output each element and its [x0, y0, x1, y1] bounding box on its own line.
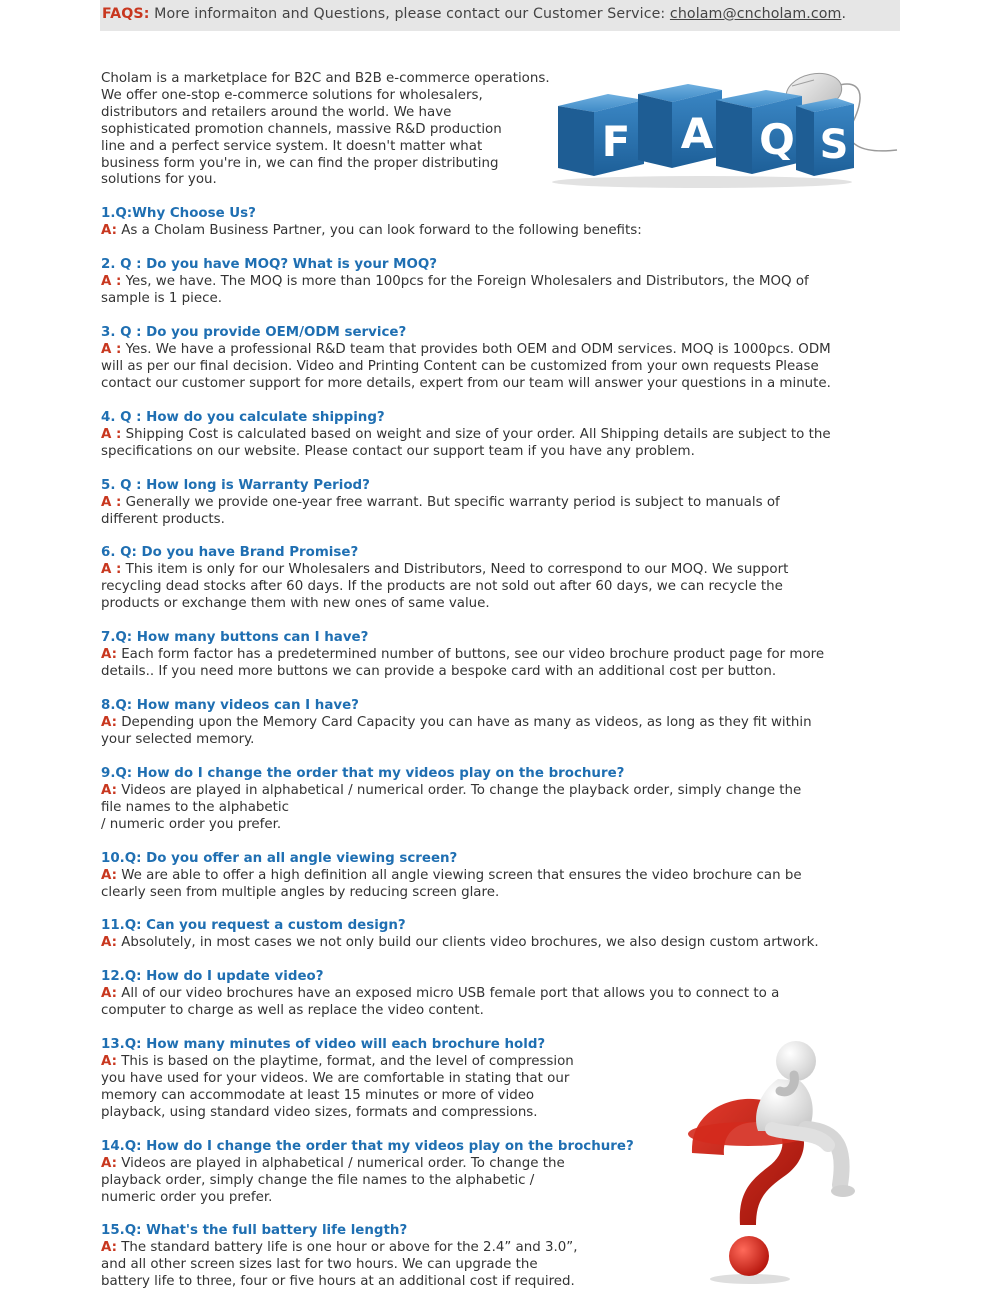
- customer-service-email-link[interactable]: cholam@cncholam.com: [669, 6, 842, 22]
- answer-line: The standard battery life is one hour or above for the 2.4” and 3.0”,: [116, 1239, 578, 1255]
- cube-f-icon: [558, 94, 644, 176]
- answer-line: recycling dead stocks after 60 days. If the products are not sold out after 60 days, we can recycle the: [101, 578, 783, 594]
- faq-question: 1.Q:Why Choose Us?: [101, 206, 256, 221]
- cube-letter-s: S: [819, 122, 849, 168]
- thinking-figure-on-question-mark-illustration: [640, 1035, 902, 1287]
- answer-line: clearly seen from multiple angles by reducing screen glare.: [101, 884, 500, 900]
- faq-question: 15.Q: What's the full battery life length?: [101, 1223, 408, 1238]
- answer-line: Absolutely, in most cases we not only build our clients video brochures, we also design custom artwork.: [116, 934, 819, 950]
- answer-line: sample is 1 piece.: [101, 290, 222, 306]
- faq-question: 7.Q: How many buttons can I have?: [101, 630, 369, 645]
- intro-line: business form you're in, we can find the proper distributing: [101, 155, 499, 171]
- faqs-cubes-illustration: [552, 64, 900, 194]
- banner-label: FAQS:: [102, 6, 150, 22]
- intro-line: distributors and retailers around the world. We have: [101, 104, 452, 120]
- faq-answer: [101, 342, 831, 393]
- faq-question: 2. Q : Do you have MOQ? What is your MOQ?: [101, 257, 438, 272]
- answer-line: specifications on our website. Please contact our support team if you have any problem.: [101, 443, 695, 459]
- faq-answer: [101, 986, 779, 1020]
- answer-line: details.. If you need more buttons we can provide a bespoke card with an additional cost per button.: [101, 663, 777, 679]
- answer-line: your selected memory.: [101, 731, 255, 747]
- answer-line: Yes, we have. The MOQ is more than 100pcs for the Foreign Wholesalers and Distributors, the MOQ of: [121, 273, 809, 289]
- faq-item: [101, 1223, 577, 1291]
- cube-s-icon: [796, 98, 854, 176]
- answer-line: and all other screen sizes last for two hours. We can upgrade the: [101, 1256, 538, 1272]
- answer-label: A :: [101, 494, 122, 510]
- answer-line: numeric order you prefer.: [101, 1189, 273, 1205]
- cube-letter-a: A: [680, 109, 714, 158]
- faq-item: [101, 257, 809, 308]
- contact-banner: [100, 0, 900, 31]
- faq-answer: [101, 715, 812, 749]
- answer-line: different products.: [101, 511, 225, 527]
- answer-label: A :: [101, 561, 122, 577]
- faq-question: 9.Q: How do I change the order that my videos play on the brochure?: [101, 766, 625, 781]
- answer-label: A:: [101, 1155, 117, 1171]
- faq-answer: [101, 495, 780, 529]
- faq-answer: [101, 274, 809, 308]
- banner-end: .: [841, 6, 847, 22]
- answer-line: Videos are played in alphabetical / numerical order. To change the: [116, 1155, 565, 1171]
- faq-item: [101, 410, 831, 461]
- faq-item: [101, 851, 802, 902]
- intro-paragraph: [101, 71, 601, 189]
- answer-line: Videos are played in alphabetical / numerical order. To change the playback order, simply change the: [116, 782, 802, 798]
- faq-question: 10.Q: Do you offer an all angle viewing screen?: [101, 851, 458, 866]
- answer-label: A:: [101, 646, 117, 662]
- answer-line: Yes. We have a professional R&D team that provides both OEM and ODM services. MOQ is 1000pcs. ODM: [121, 341, 831, 357]
- answer-line: playback, using standard video sizes, formats and compressions.: [101, 1104, 538, 1120]
- answer-line: will as per our final decision. Video and Printing Content can be customized from your own requests Please: [101, 358, 819, 374]
- cube-letter-q: Q: [759, 115, 795, 164]
- faq-answer: [101, 783, 801, 834]
- faq-item: [101, 478, 780, 529]
- answer-line: All of our video brochures have an exposed micro USB female port that allows you to connect to a: [116, 985, 780, 1001]
- answer-line: This item is only for our Wholesalers and Distributors, Need to correspond to our MOQ. We support: [121, 561, 789, 577]
- faq-question: 13.Q: How many minutes of video will each brochure hold?: [101, 1037, 546, 1052]
- answer-line: computer to charge as well as replace the video content.: [101, 1002, 484, 1018]
- faq-question: 11.Q: Can you request a custom design?: [101, 918, 406, 933]
- faq-answer: [101, 868, 802, 902]
- answer-label: A:: [101, 985, 117, 1001]
- faq-item: [101, 325, 831, 393]
- faq-answer: [101, 1156, 634, 1207]
- faq-item: [101, 630, 824, 681]
- cube-letter-f: F: [601, 117, 631, 166]
- faq-item: [101, 918, 819, 952]
- faq-item: [101, 698, 812, 749]
- answer-line: This is based on the playtime, format, and the level of compression: [116, 1053, 574, 1069]
- answer-label: A:: [101, 867, 117, 883]
- faq-item: [101, 206, 642, 240]
- answer-line: file names to the alphabetic: [101, 799, 289, 815]
- cube-a-icon: [638, 84, 722, 168]
- faq-answer: [101, 427, 831, 461]
- answer-line: We are able to offer a high definition all angle viewing screen that ensures the video brochure can be: [116, 867, 802, 883]
- answer-label: A:: [101, 782, 117, 798]
- faq-answer: [101, 1240, 577, 1291]
- faq-item: [101, 969, 779, 1020]
- answer-line: Each form factor has a predetermined number of buttons, see our video brochure product page for more: [116, 646, 825, 662]
- faq-question: 5. Q : How long is Warranty Period?: [101, 478, 370, 493]
- faq-item: [101, 766, 801, 834]
- answer-line: Shipping Cost is calculated based on weight and size of your order. All Shipping details are subject to the: [121, 426, 831, 442]
- answer-line: battery life to three, four or five hours at an additional cost if required.: [101, 1273, 575, 1289]
- faq-item: [101, 1037, 574, 1122]
- intro-line: sophisticated promotion channels, massive R&D production: [101, 121, 502, 137]
- answer-label: A:: [101, 714, 117, 730]
- answer-line: Depending upon the Memory Card Capacity you can have as many as videos, as long as they fit within: [116, 714, 812, 730]
- intro-line: solutions for you.: [101, 172, 217, 188]
- answer-label: A :: [101, 426, 122, 442]
- cube-q-icon: [716, 90, 802, 174]
- answer-label: A:: [101, 934, 117, 950]
- faq-answer: [101, 223, 642, 240]
- faq-item: [101, 1139, 634, 1207]
- answer-label: A:: [101, 1053, 117, 1069]
- faq-answer: [101, 562, 788, 613]
- intro-line: line and a perfect service system. It doesn't matter what: [101, 138, 483, 154]
- answer-line: contact our customer support for more details, expert from our team will answer your questions in a minute.: [101, 375, 831, 391]
- answer-line: products or exchange them with new ones of same value.: [101, 595, 490, 611]
- intro-line: Cholam is a marketplace for B2C and B2B e-commerce operations.: [101, 71, 550, 86]
- answer-line: As a Cholam Business Partner, you can look forward to the following benefits:: [116, 222, 642, 238]
- faq-question: 6. Q: Do you have Brand Promise?: [101, 545, 359, 560]
- faq-question: 4. Q : How do you calculate shipping?: [101, 410, 385, 425]
- answer-line: you have used for your videos. We are comfortable in stating that our: [101, 1070, 570, 1086]
- answer-line: memory can accommodate at least 15 minutes or more of video: [101, 1087, 535, 1103]
- answer-line: playback order, simply change the file names to the alphabetic /: [101, 1172, 535, 1188]
- faq-answer: [101, 647, 824, 681]
- answer-line: Generally we provide one-year free warrant. But specific warranty period is subject to manuals of: [121, 494, 780, 510]
- faq-question: 12.Q: How do I update video?: [101, 969, 324, 984]
- answer-label: A :: [101, 273, 122, 289]
- faq-answer: [101, 1054, 574, 1122]
- faq-question: 8.Q: How many videos can I have?: [101, 698, 359, 713]
- banner-text: More informaiton and Questions, please contact our Customer Service:: [149, 6, 670, 22]
- faq-question: 14.Q: How do I change the order that my videos play on the brochure?: [101, 1139, 634, 1154]
- answer-label: A:: [101, 222, 117, 238]
- intro-line: We offer one-stop e-commerce solutions for wholesalers,: [101, 87, 483, 103]
- faq-answer: [101, 935, 819, 952]
- answer-label: A:: [101, 1239, 117, 1255]
- answer-label: A :: [101, 341, 122, 357]
- answer-line: / numeric order you prefer.: [101, 816, 282, 832]
- faq-item: [101, 545, 788, 613]
- faq-question: 3. Q : Do you provide OEM/ODM service?: [101, 325, 407, 340]
